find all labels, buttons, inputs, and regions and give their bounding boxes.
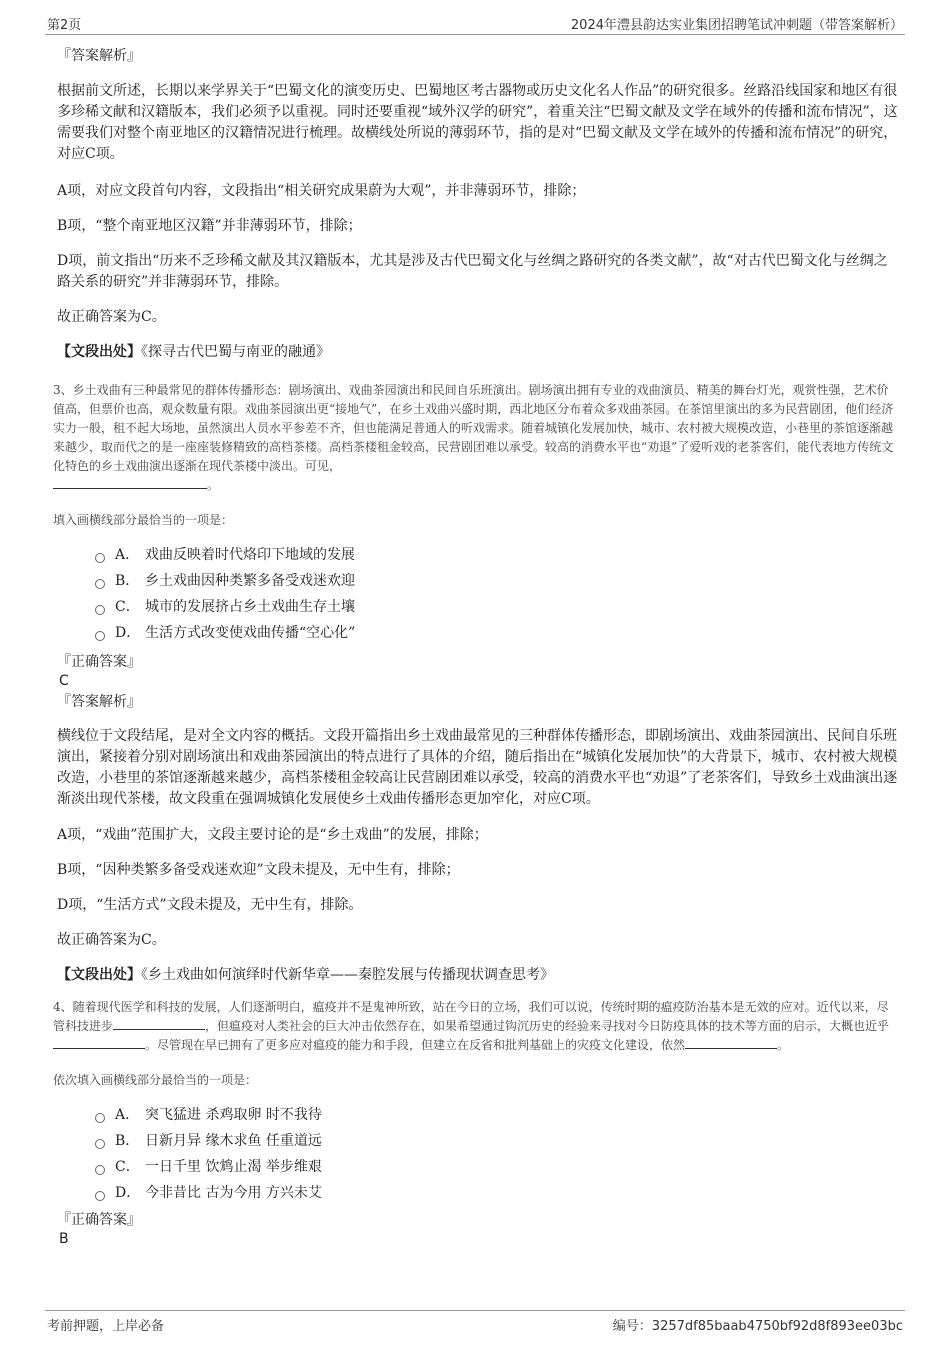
document-code: 编号：3257df85baab4750bf92d8f893ee03bc <box>612 1319 903 1334</box>
radio-icon[interactable] <box>95 605 105 615</box>
q3-option-c[interactable] <box>95 594 900 620</box>
q3-stem-end: 。 <box>207 478 220 492</box>
q4-stem <box>53 998 900 1055</box>
q4-option-a[interactable] <box>95 1102 900 1128</box>
q2-analysis-tag: 『答案解析』 <box>57 48 141 64</box>
q3-analysis-paragraph: 横线位于文段结尾，是对全文内容的概括。文段开篇指出乡土戏曲最常见的三种群体传播形态，即剧场演出、戏曲茶园演出、民间自乐班演出，紧接着分别对剧场演出和戏曲茶园演出的特点进行了具体的介绍，随后指出在“城镇化发展加快”的大背景下，城市、农村被大规模改造，小巷里的茶馆逐渐越来越少，高档茶楼租金较高让民营剧团难以承受，较高的消费水平也“劝退”了老茶客们，导致乡土戏曲演出逐渐淡出现代茶楼，故文段重在强调城镇化发展使乡土戏曲传播形态更加窄化，对应C项。 <box>57 728 898 807</box>
q3-answer-blank <box>53 476 207 489</box>
option-letter: C． <box>115 599 140 615</box>
radio-icon[interactable] <box>95 631 105 641</box>
page-number: 第2页 <box>47 18 82 33</box>
option-letter: D． <box>115 625 141 641</box>
q3-stem <box>53 381 900 495</box>
option-letter: D． <box>115 1185 141 1201</box>
q2-analysis-option-b: B项，“整个南亚地区汉籍”并非薄弱环节，排除； <box>57 218 362 234</box>
page-content <box>53 46 900 1248</box>
option-letter: B． <box>115 573 140 589</box>
page-footer <box>45 1310 905 1333</box>
q4-stem-part-c: 。尽管现在早已拥有了更多应对瘟疫的能力和手段，但建立在反省和批判基础上的灾疫文化建设，依然 <box>145 1038 686 1052</box>
q4-stem-part-b: ，但瘟疫对人类社会的巨大冲击依然存在，如果希望通过钩沉历史的经验来寻找对今日防疫具体的技术等方面的启示，大概也近乎 <box>205 1019 890 1033</box>
radio-icon[interactable] <box>95 553 105 563</box>
page-header <box>45 14 905 35</box>
q4-blank-3 <box>685 1036 777 1049</box>
q4-option-d[interactable] <box>95 1180 900 1206</box>
option-text: 突飞猛进 杀鸡取卵 时不我待 <box>145 1107 322 1123</box>
option-letter: B． <box>115 1133 140 1149</box>
q3-option-a[interactable] <box>95 542 900 568</box>
q3-stem-text: 3、乡土戏曲有三种最常见的群体传播形态：剧场演出、戏曲茶园演出和民间自乐班演出。剧场演出拥有专业的戏曲演员、精美的舞台灯光，观赏性强，艺术价值高，但票价也高，观众数量有限。戏曲茶园演出更“接地气”，在乡土戏曲兴盛时期，西北地区分布着众多戏曲茶园。在茶馆里演出的多为民营剧团，他们经济实力一般，租不起大场地，虽然演出人员水平参差不齐，但也能满足普通人的听戏需求。随着城镇化发展加快，城市、农村被大规模改造，小巷里的茶馆逐渐越来越少，取而代之的是一座座装修精致的高档茶楼。高档茶楼租金较高，民营剧团难以承受。较高的消费水平也“劝退”了爱听戏的老茶客们，能代表地方传统文化特色的乡土戏曲演出逐渐在现代茶楼中淡出。可见， <box>53 383 894 473</box>
q3-answer: C <box>59 673 69 689</box>
radio-icon[interactable] <box>95 1139 105 1149</box>
option-text: 日新月异 缘木求鱼 任重道远 <box>145 1133 322 1149</box>
q4-answer-tag: 『正确答案』 <box>57 1212 141 1228</box>
q3-analysis-tag: 『答案解析』 <box>57 694 141 710</box>
q4-option-c[interactable] <box>95 1154 900 1180</box>
q3-analysis-option-a: A项，“戏曲”范围扩大，文段主要讨论的是“乡土戏曲”的发展，排除； <box>57 827 488 843</box>
option-text: 生活方式改变使戏曲传播“空心化” <box>145 625 356 641</box>
option-letter: C． <box>115 1159 140 1175</box>
q3-source-label: 【文段出处】 <box>57 967 141 983</box>
option-text: 戏曲反映着时代烙印下地域的发展 <box>145 547 355 563</box>
q4-stem-part-a: 4、随着现代医学和科技的发展，人们逐渐明白，瘟疫并不是鬼神所致，站在今日的立场，我们可以说，传统时期的瘟疫防治基本是无效的应对。近代以来，尽管科技进步 <box>53 1000 889 1033</box>
q2-conclusion: 故正确答案为C。 <box>57 309 166 325</box>
q3-conclusion: 故正确答案为C。 <box>57 932 166 948</box>
option-text: 今非昔比 古为今用 方兴未艾 <box>145 1185 322 1201</box>
radio-icon[interactable] <box>95 1191 105 1201</box>
radio-icon[interactable] <box>95 579 105 589</box>
option-text: 一日千里 饮鸩止渴 举步维艰 <box>145 1159 322 1175</box>
q3-analysis-option-d: D项，“生活方式”文段未提及，无中生有，排除。 <box>57 897 363 913</box>
option-text: 城市的发展挤占乡土戏曲生存土壤 <box>145 599 355 615</box>
option-letter: A． <box>115 1107 140 1123</box>
q3-source-title: 《乡土戏曲如何演绎时代新华章——秦腔发展与传播现状调查思考》 <box>141 967 554 983</box>
q3-answer-tag: 『正确答案』 <box>57 654 141 670</box>
radio-icon[interactable] <box>95 1113 105 1123</box>
q4-blank-2 <box>53 1036 145 1049</box>
q3-option-b[interactable] <box>95 568 900 594</box>
q2-source-label: 【文段出处】 <box>57 344 141 360</box>
q3-options <box>57 542 900 646</box>
radio-icon[interactable] <box>95 1165 105 1175</box>
q2-analysis-option-d: D项，前文指出“历来不乏珍稀文献及其汉籍版本，尤其是涉及古代巴蜀文化与丝绸之路研究的各类文献”，故“对古代巴蜀文化与丝绸之路关系的研究”并非薄弱环节，排除。 <box>57 253 888 290</box>
q4-stem-part-d: 。 <box>777 1038 790 1052</box>
q3-source <box>57 965 900 986</box>
q4-prompt: 依次填入画横线部分最恰当的一项是： <box>53 1073 258 1087</box>
q2-source <box>57 342 900 363</box>
q3-option-d[interactable] <box>95 620 900 646</box>
option-letter: A． <box>115 547 140 563</box>
q3-prompt: 填入画横线部分最恰当的一项是： <box>53 513 234 527</box>
q4-blank-1 <box>113 1017 205 1030</box>
q2-analysis-paragraph: 根据前文所述，长期以来学界关于“巴蜀文化的演变历史、巴蜀地区考古器物或历史文化名人作品”的研究很多。丝路沿线国家和地区有很多珍稀文献和汉籍版本，我们必须予以重视。同时还要重视“域外汉学的研究”，着重关注“巴蜀文献及文学在域外的传播和流布情况”，这需要我们对整个南亚地区的汉籍情况进行梳理。故横线处所说的薄弱环节，指的是对“巴蜀文献及文学在域外的传播和流布情况”的研究，对应C项。 <box>57 83 898 162</box>
q4-answer: B <box>59 1231 69 1247</box>
q2-analysis-option-a: A项，对应文段首句内容，文段指出“相关研究成果蔚为大观”，并非薄弱环节，排除； <box>57 183 586 199</box>
q4-options <box>57 1102 900 1206</box>
q4-option-b[interactable] <box>95 1128 900 1154</box>
footer-slogan: 考前押题，上岸必备 <box>47 1319 165 1334</box>
q3-analysis-option-b: B项，“因种类繁多备受戏迷欢迎”文段未提及，无中生有，排除； <box>57 862 460 878</box>
document-title: 2024年澧县韵达实业集团招聘笔试冲刺题（带答案解析） <box>570 18 903 33</box>
option-text: 乡土戏曲因种类繁多备受戏迷欢迎 <box>145 573 355 589</box>
q2-source-title: 《探寻古代巴蜀与南亚的融通》 <box>141 344 330 360</box>
